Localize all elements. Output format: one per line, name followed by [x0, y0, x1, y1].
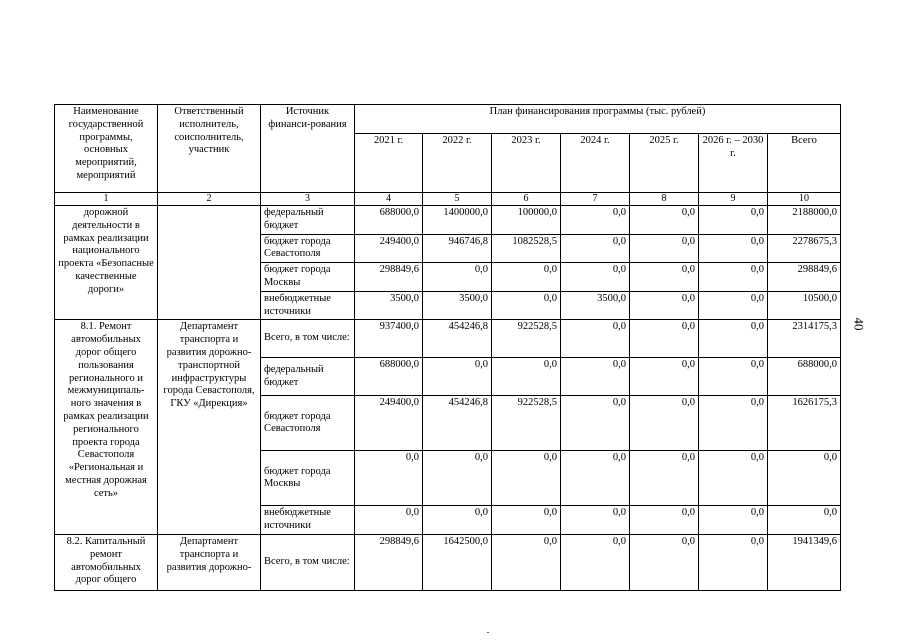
value-cell: 3500,0 [355, 291, 423, 320]
value-cell: 0,0 [630, 358, 699, 396]
source-cell: бюджет города Севастополя [261, 396, 355, 451]
value-cell: 0,0 [492, 506, 561, 535]
value-cell: 0,0 [699, 320, 768, 358]
executor-cell: Департамент транспорта и развития дорожно-транспортной инфраструктуры города Севастополя, ГКУ «Дирекция» [158, 320, 261, 535]
source-cell: бюджет города Севастополя [261, 234, 355, 263]
value-cell: 0,0 [630, 263, 699, 292]
value-cell: 922528,5 [492, 396, 561, 451]
column-number: 8 [630, 193, 699, 206]
value-cell: 937400,0 [355, 320, 423, 358]
value-cell: 454246,8 [423, 396, 492, 451]
value-cell: 0,0 [699, 291, 768, 320]
value-cell: 0,0 [423, 263, 492, 292]
total-cell: 1941349,6 [768, 534, 841, 590]
table-row [55, 206, 841, 235]
value-cell: 946746,8 [423, 234, 492, 263]
value-cell: 0,0 [630, 234, 699, 263]
value-cell: 0,0 [492, 534, 561, 590]
header-year: 2021 г. [355, 134, 423, 193]
scan-speck [487, 632, 489, 633]
total-cell: 2278675,3 [768, 234, 841, 263]
column-number: 5 [423, 193, 492, 206]
total-cell: 298849,6 [768, 263, 841, 292]
header-source: Источник финанси-рования [261, 105, 355, 193]
value-cell: 0,0 [699, 451, 768, 506]
value-cell: 0,0 [561, 451, 630, 506]
financing-table [54, 104, 841, 591]
total-cell: 10500,0 [768, 291, 841, 320]
source-cell: бюджет города Москвы [261, 263, 355, 292]
value-cell: 0,0 [561, 506, 630, 535]
value-cell: 249400,0 [355, 234, 423, 263]
value-cell: 0,0 [630, 534, 699, 590]
value-cell: 0,0 [630, 291, 699, 320]
program-name-cell: 8.1. Ремонт автомобильных дорог общего пользования регионального и межмуниципаль-ного значения в рамках реализации регионального проекта города Севастополя «Региональная и местная дорожная сеть» [55, 320, 158, 535]
header-row [55, 105, 841, 134]
value-cell: 0,0 [699, 263, 768, 292]
value-cell: 688000,0 [355, 206, 423, 235]
value-cell: 0,0 [630, 396, 699, 451]
header-year: 2026 г. – 2030 г. [699, 134, 768, 193]
value-cell: 0,0 [699, 234, 768, 263]
value-cell: 0,0 [699, 506, 768, 535]
header-plan-title: План финансирования программы (тыс. рублей) [355, 105, 841, 134]
source-cell: Всего, в том числе: [261, 320, 355, 358]
value-cell: 1642500,0 [423, 534, 492, 590]
source-cell: бюджет города Москвы [261, 451, 355, 506]
value-cell: 3500,0 [423, 291, 492, 320]
header-total: Всего [768, 134, 841, 193]
value-cell: 0,0 [561, 320, 630, 358]
value-cell: 249400,0 [355, 396, 423, 451]
value-cell: 0,0 [561, 234, 630, 263]
value-cell: 0,0 [423, 451, 492, 506]
value-cell: 0,0 [492, 263, 561, 292]
column-numbers-row [55, 193, 841, 206]
header-year: 2022 г. [423, 134, 492, 193]
value-cell: 0,0 [561, 396, 630, 451]
value-cell: 454246,8 [423, 320, 492, 358]
value-cell: 0,0 [630, 451, 699, 506]
table-row [55, 534, 841, 590]
source-cell: внебюджетные источники [261, 506, 355, 535]
source-cell: федеральный бюджет [261, 206, 355, 235]
column-number: 10 [768, 193, 841, 206]
value-cell: 0,0 [355, 506, 423, 535]
value-cell: 0,0 [423, 358, 492, 396]
value-cell: 0,0 [355, 451, 423, 506]
column-number: 9 [699, 193, 768, 206]
value-cell: 0,0 [630, 320, 699, 358]
value-cell: 1400000,0 [423, 206, 492, 235]
executor-cell [158, 206, 261, 320]
value-cell: 922528,5 [492, 320, 561, 358]
program-name-cell: дорожной деятельности в рамках реализации национального проекта «Безопасные качественные дороги» [55, 206, 158, 320]
column-number: 1 [55, 193, 158, 206]
total-cell: 1626175,3 [768, 396, 841, 451]
header-executor: Ответственный исполнитель, соисполнитель, участник [158, 105, 261, 193]
value-cell: 1082528,5 [492, 234, 561, 263]
value-cell: 0,0 [699, 534, 768, 590]
program-name-cell: 8.2. Капитальный ремонт автомобильных дорог общего [55, 534, 158, 590]
page-number: 40 [851, 317, 867, 331]
column-number: 7 [561, 193, 630, 206]
total-cell: 2314175,3 [768, 320, 841, 358]
value-cell: 0,0 [699, 358, 768, 396]
column-number: 4 [355, 193, 423, 206]
value-cell: 298849,6 [355, 263, 423, 292]
value-cell: 0,0 [699, 206, 768, 235]
total-cell: 688000,0 [768, 358, 841, 396]
table-row [55, 320, 841, 358]
total-cell: 0,0 [768, 451, 841, 506]
source-cell: Всего, в том числе: [261, 534, 355, 590]
value-cell: 0,0 [630, 506, 699, 535]
source-cell: федеральный бюджет [261, 358, 355, 396]
column-number: 3 [261, 193, 355, 206]
source-cell: внебюджетные источники [261, 291, 355, 320]
header-year: 2023 г. [492, 134, 561, 193]
value-cell: 0,0 [561, 206, 630, 235]
value-cell: 688000,0 [355, 358, 423, 396]
column-number: 2 [158, 193, 261, 206]
header-year: 2025 г. [630, 134, 699, 193]
value-cell: 0,0 [630, 206, 699, 235]
column-number: 6 [492, 193, 561, 206]
value-cell: 0,0 [423, 506, 492, 535]
value-cell: 0,0 [699, 396, 768, 451]
total-cell: 0,0 [768, 506, 841, 535]
value-cell: 0,0 [492, 451, 561, 506]
value-cell: 3500,0 [561, 291, 630, 320]
value-cell: 0,0 [492, 291, 561, 320]
value-cell: 0,0 [561, 263, 630, 292]
value-cell: 0,0 [561, 358, 630, 396]
value-cell: 0,0 [561, 534, 630, 590]
header-year: 2024 г. [561, 134, 630, 193]
executor-cell: Департамент транспорта и развития дорожно- [158, 534, 261, 590]
value-cell: 298849,6 [355, 534, 423, 590]
total-cell: 2188000,0 [768, 206, 841, 235]
header-program-name: Наименование государственной программы, основных мероприятий, мероприятий [55, 105, 158, 193]
value-cell: 100000,0 [492, 206, 561, 235]
value-cell: 0,0 [492, 358, 561, 396]
